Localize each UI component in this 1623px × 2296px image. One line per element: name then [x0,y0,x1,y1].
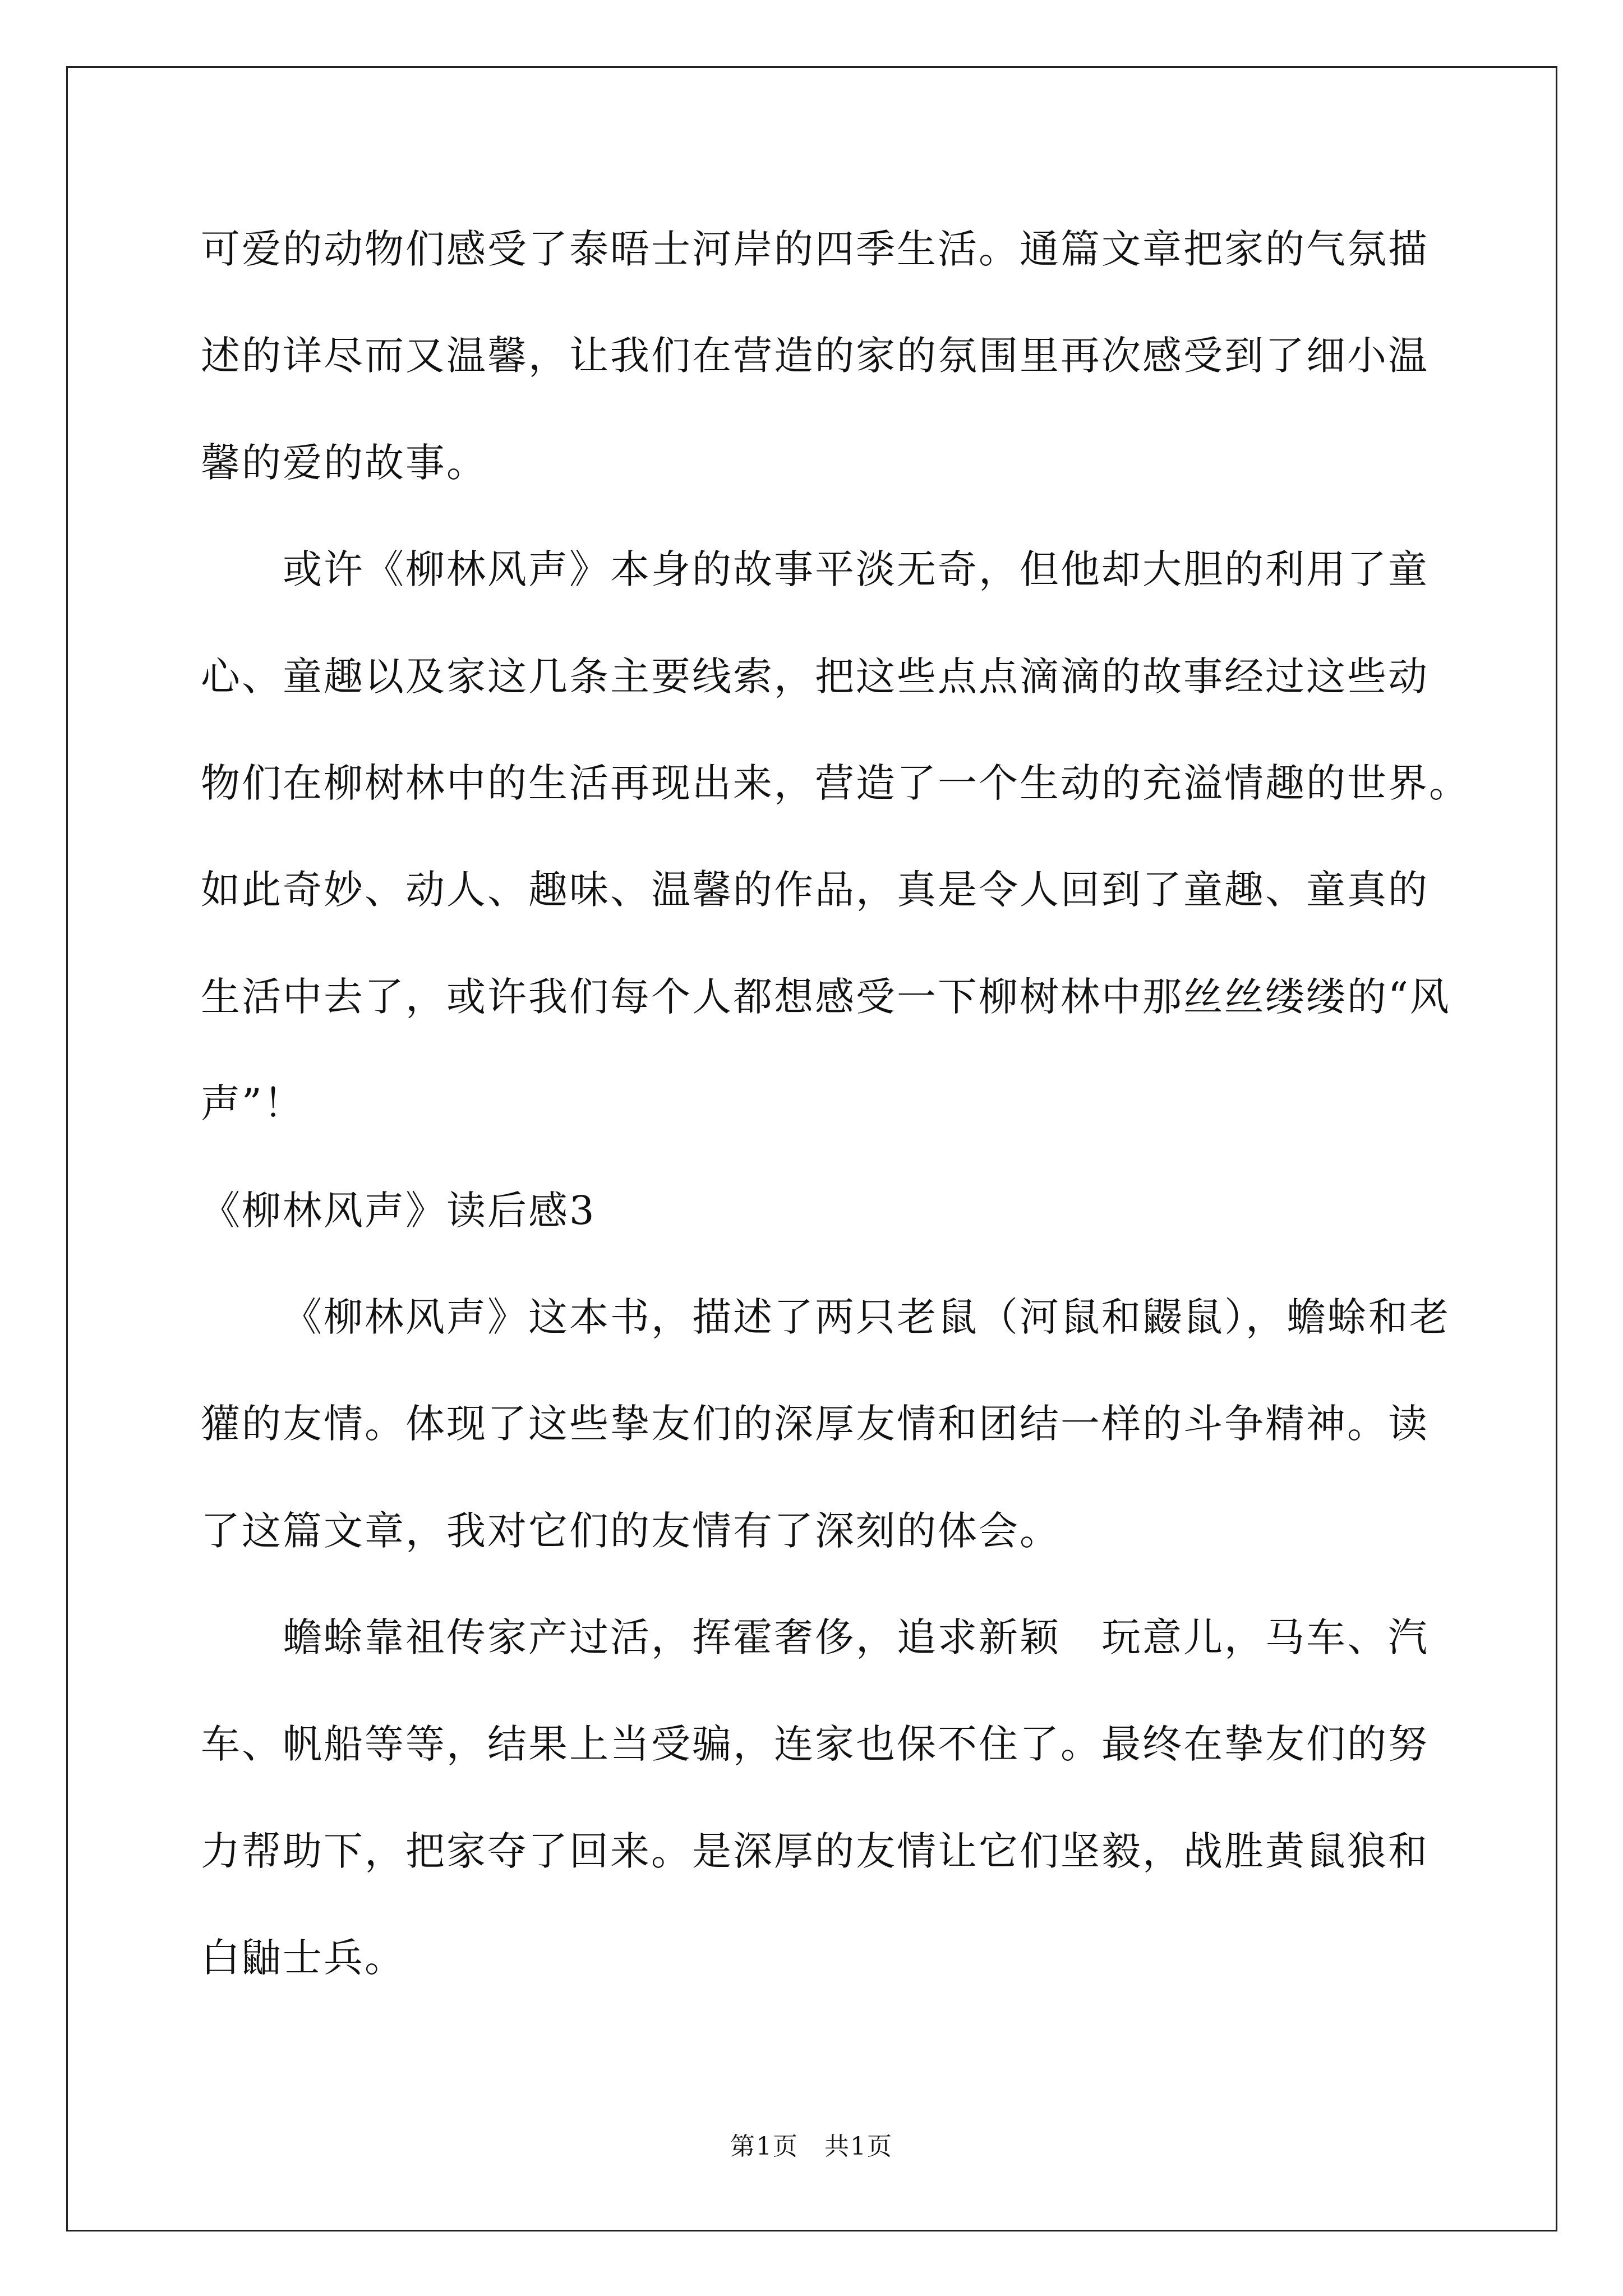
paragraph-line: 馨的爱的故事。 [201,439,487,486]
paragraph-line: 心、童趣以及家这几条主要线索，把这些点点滴滴的故事经过这些动 [201,653,1429,700]
paragraph-line: 生活中去了，或许我们每个人都想感受一下柳树林中那丝丝缕缕的“风 [201,973,1451,1020]
paragraph-line: 述的详尽而又温馨，让我们在营造的家的氛围里再次感受到了细小温 [201,333,1429,379]
document-body [201,196,1547,2012]
paragraph-line: 可爱的动物们感受了泰晤士河岸的四季生活。通篇文章把家的气氛描 [201,226,1429,272]
paragraph-line: 如此奇妙、动人、趣味、温馨的作品，真是令人回到了童趣、童真的 [201,867,1429,913]
paragraph-line: 力帮助下，把家夺了回来。是深厚的友情让它们坚毅，战胜黄鼠狼和 [201,1828,1429,1874]
paragraph-line: 蟾蜍靠祖传家产过活，挥霍奢侈，追求新颖 玩意儿，马车、汽 [283,1614,1429,1661]
paragraph-line: 了这篇文章，我对它们的友情有了深刻的体会。 [201,1507,1061,1554]
paragraph-line: 獾的友情。体现了这些挚友们的深厚友情和团结一样的斗争精神。读 [201,1401,1429,1447]
paragraph-line: 车、帆船等等，结果上当受骗，连家也保不住了。最终在挚友们的努 [201,1721,1429,1768]
paragraph-line: 物们在柳树林中的生活再现出来，营造了一个生动的充溢情趣的世界。 [201,760,1470,806]
paragraph-line: 声”！ [201,1080,305,1127]
paragraph-line: 《柳林风声》这本书，描述了两只老鼠（河鼠和鼹鼠），蟾蜍和老 [283,1294,1450,1340]
page-number-footer: 第1页 共1页 [730,2132,893,2161]
paragraph-line: 或许《柳林风声》本身的故事平淡无奇，但他却大胆的利用了童 [283,546,1429,593]
paragraph-line: 白鼬士兵。 [201,1935,405,1981]
section-heading: 《柳林风声》读后感3 [201,1187,596,1234]
